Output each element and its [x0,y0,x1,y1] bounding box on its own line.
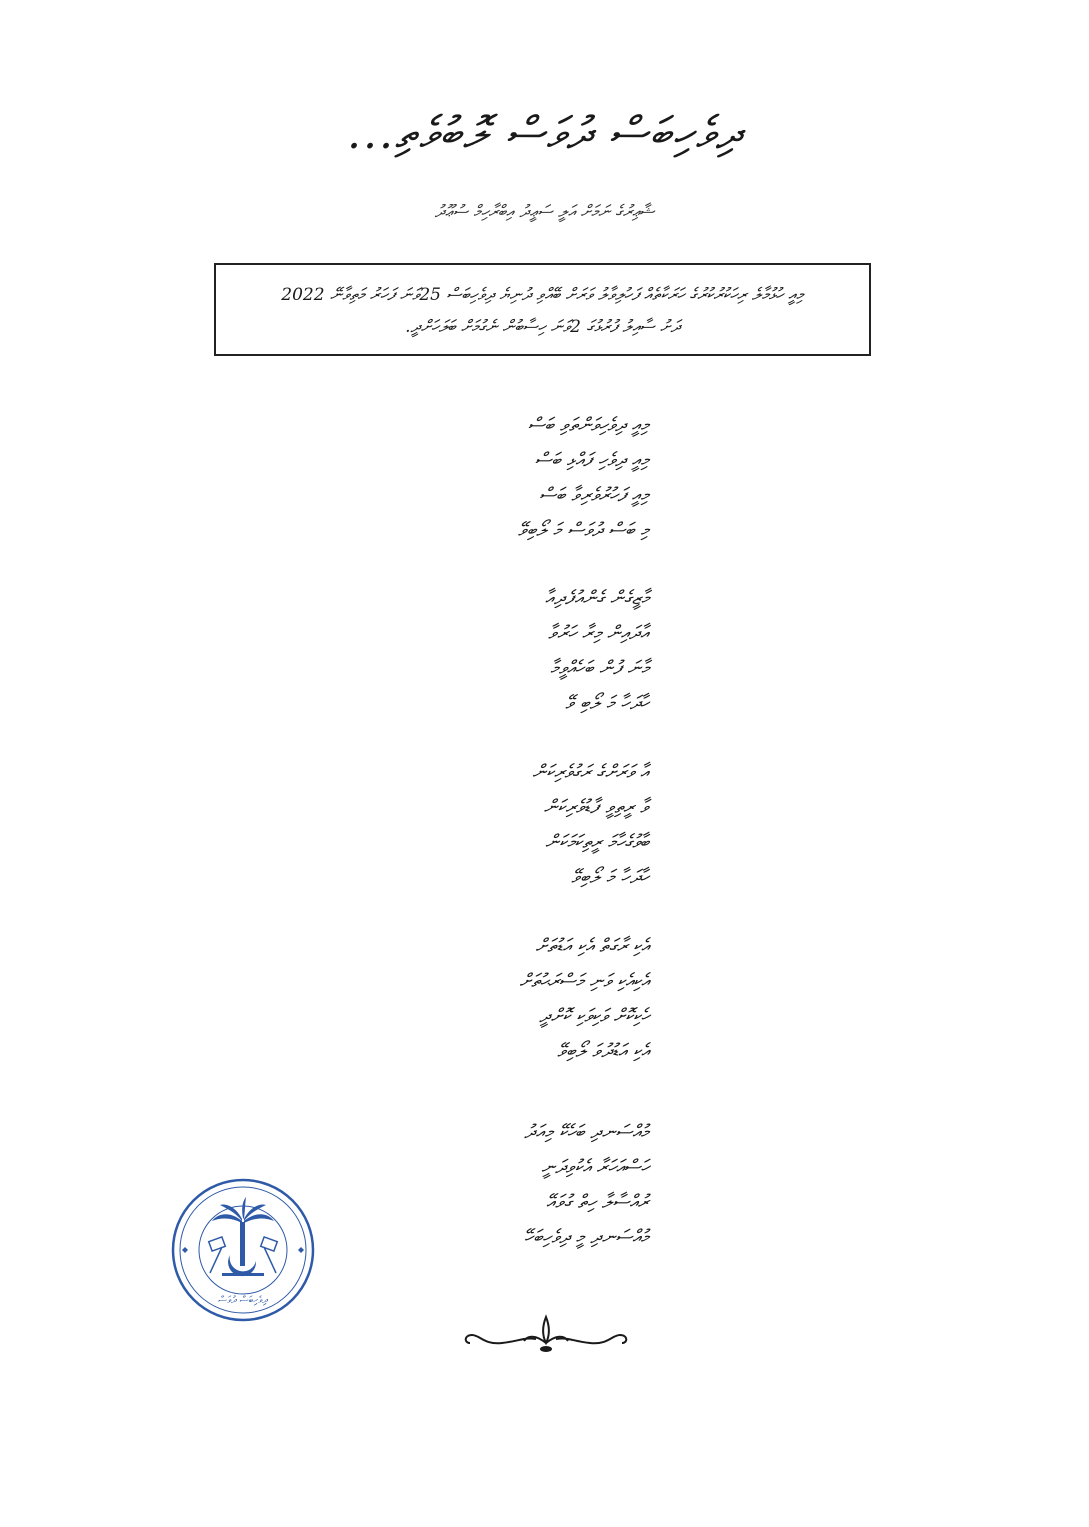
notice-box [214,263,871,356]
verse-line: ރުއްސާލާ ހިތް ގުވައޭ [546,1191,649,1213]
stanza-5 [389,1115,649,1255]
verse-line: ހެކިކޮށް ވަކިވަކި ކޮށްދީ [539,1005,649,1027]
stanza-1 [389,408,649,548]
verse-line: މިއީ ދިވެހިވަންތަވި ބަސް [527,414,649,436]
verse-line: މާޒީގެން ގެންއުފެދިއާ [544,587,649,609]
verse-line: ހާދަހާ މަ ލޯބިވޭ [571,866,649,888]
verse-line: އެކި އަޑުދުވަ ލޯބިވޭ [557,1040,649,1062]
stanza-3 [389,755,649,895]
verse-line: މި ބަސް ދުވަސް މަ ލޯބިވޭ [517,519,649,541]
notice-line: ދަށު ސާއިލު ފުރުޅުގަ 2ވަނަ ހިސާބުން ނެގުމަށް ބަލަހަށްދީ. [405,317,680,337]
verse-line: އެކި ރާގަތް އެކި އަޑުތަށް [535,935,649,957]
stanza-4 [389,929,649,1069]
seal-label: ދިވެހިބަސް ދުވަސް [218,1295,268,1306]
verse-line: މުއްސަނދި ބަހެކޭ މިއަދު [524,1121,649,1143]
verse-line: ބާވުގެހާމަ ރީތިކަމަކަން [545,831,649,853]
verse-line: ވާ ރީތިވީ ފާޑުވެރިކަން [543,796,649,818]
verse-line: އާ ވަރަށްގެ ރަގުވެރިކަން [532,761,649,783]
verse-line: ހަސްއަހަރާ އެކުވިދަނީ [541,1156,649,1178]
verse-line: މާނަ ފުން ބަހެއްވީމާ [550,657,649,679]
stanza-2 [389,581,649,721]
official-seal-icon [170,1177,316,1323]
verse-line: އާދައިން މިރާ ހަރުވާ [548,622,649,644]
verse-line: ހާދަހާ މަ ލޯބި ވޭ [565,692,649,714]
page-title: ދިވެހިބަސް ދުވަސް ލޮބުވެތި... [347,108,742,159]
verse-line: މުއްސަނދި މީ ދިވެހިބަހޭ [524,1226,649,1248]
verse-line: މިއީ ފަހުރުވެރިވާ ބަސް [539,484,649,506]
ornament-divider-icon [462,1313,630,1357]
author-line: ޝާޢިރުގެ ނަމަށް އަލީ ސަޢީދު އިބްރާހިމް ސުޢޫދު [434,202,655,222]
notice-line: މިއީ ހުޅުމާލެ ރިހަކުރުކުރުގެ ހަރަކާތެއް ފަހުލިވާލު ވަރަށް ބޭއްވި ދުނިޔެ ދިވެހިބަސް 25ވަނަ ފަހަރު މަތިވާނޭ 2022 [281,285,804,305]
verse-line: އެކިއެކި ވަނި މަސްރަޙުތަށް [519,970,649,992]
verse-line: މިއީ ދިވެހި ފައްޅި ބަސް [534,449,649,471]
